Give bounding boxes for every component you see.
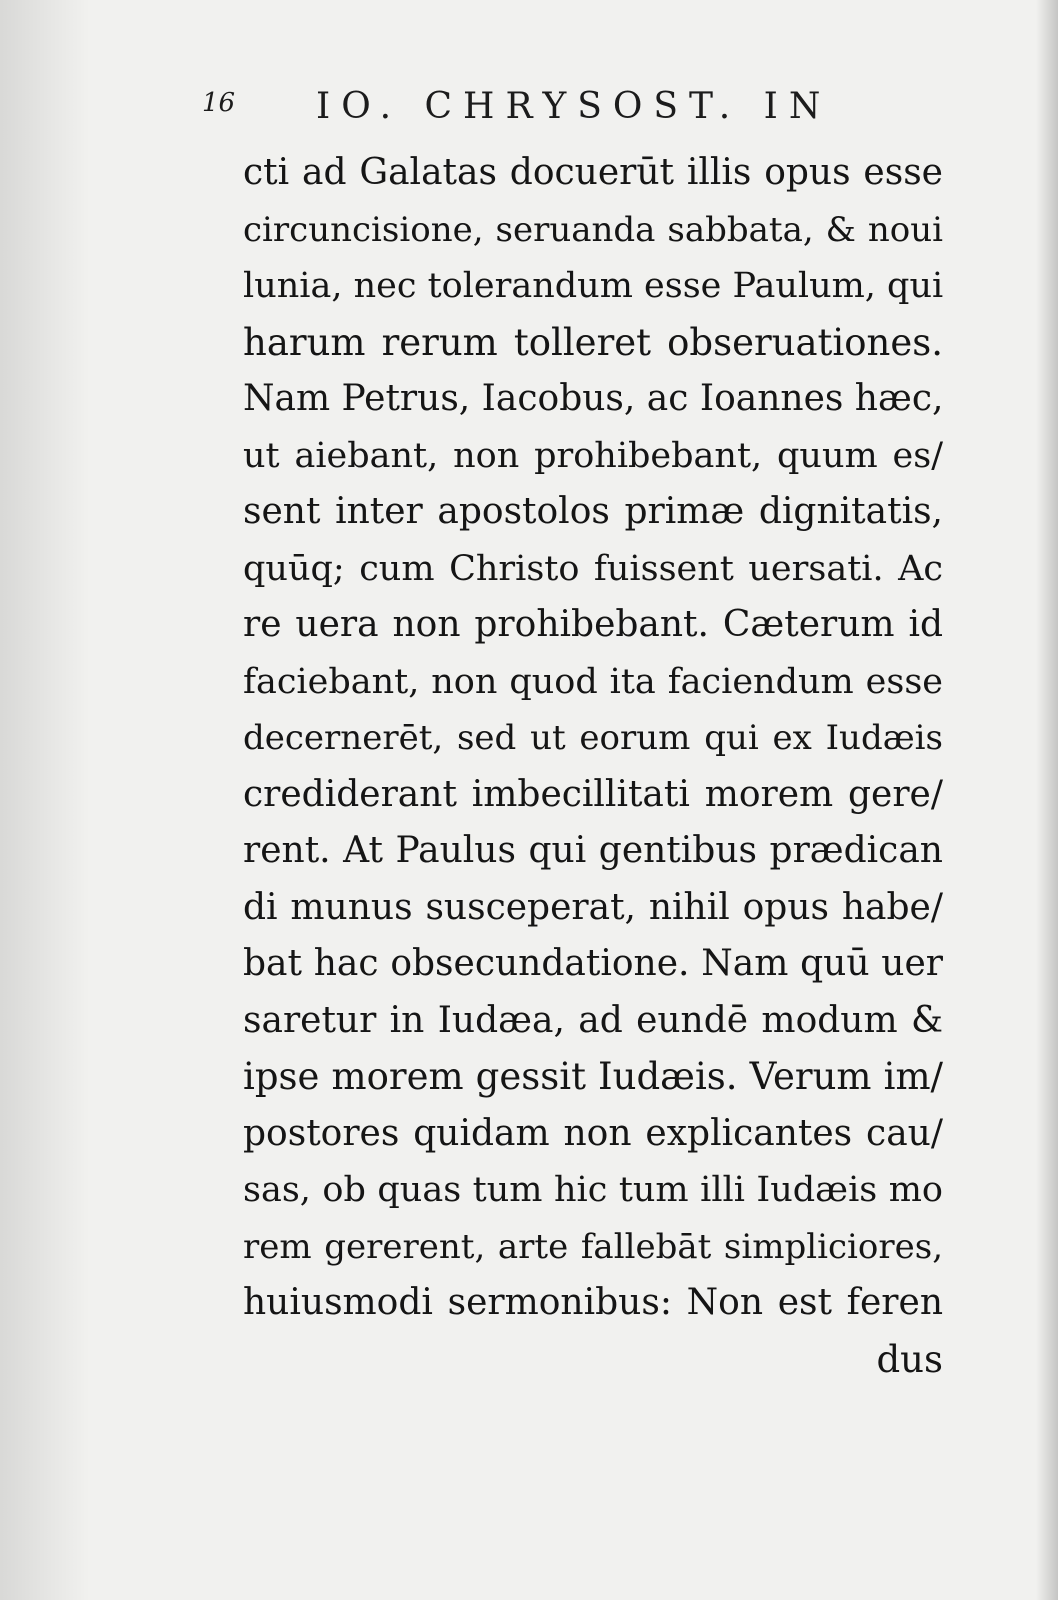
text-line: cti ad Galatas docuerūt illis opus esse <box>243 152 943 193</box>
text-line: sas, ob quas tum hic tum illi Iudæis mo <box>243 1170 943 1210</box>
text-line: rent. At Paulus qui gentibus prædican <box>243 830 943 871</box>
text-line: Nam Petrus, Iacobus, ac Ioannes hæc, <box>243 378 944 419</box>
text-line: ipse morem gessit Iudæis. Verum im/ <box>243 1055 943 1098</box>
text-line: faciebant, non quod ita faciendum esse <box>243 661 943 702</box>
text-line: ut aiebant, non prohibebant, quum es/ <box>243 435 943 476</box>
catchword: dus <box>876 1337 943 1381</box>
text-line: circuncisione, seruanda sabbata, & noui <box>243 209 943 250</box>
page-number: 16 <box>202 88 236 118</box>
running-head: IO. CHRYSOST. IN <box>316 86 832 127</box>
body-text <box>243 145 943 1388</box>
text-line: re uera non prohibebant. Cæterum id <box>243 604 943 645</box>
text-line: bat hac obsecundatione. Nam quū uer <box>243 943 943 984</box>
text-line: huiusmodi sermonibus: Non est feren <box>243 1282 943 1323</box>
text-line: harum rerum tolleret obseruationes. <box>243 320 943 364</box>
text-line: quūq; cum Christo fuissent uersati. Ac <box>243 548 943 589</box>
text-line: postores quidam non explicantes cau/ <box>243 1112 943 1154</box>
text-line: sent inter apostolos primæ dignitatis, <box>243 491 943 532</box>
text-line: lunia, nec tolerandum esse Paulum, qui <box>243 266 944 306</box>
text-line: saretur in Iudæa, ad eundē modum & <box>243 999 943 1041</box>
page-header <box>0 86 1058 136</box>
text-line: crediderant imbecillitati morem gere/ <box>243 773 943 815</box>
text-line: decernerēt, sed ut eorum qui ex Iudæis <box>243 718 943 758</box>
text-line: di munus susceperat, nihil opus habe/ <box>243 886 943 928</box>
text-line: rem gererent, arte fallebāt simpliciores, <box>243 1226 943 1267</box>
